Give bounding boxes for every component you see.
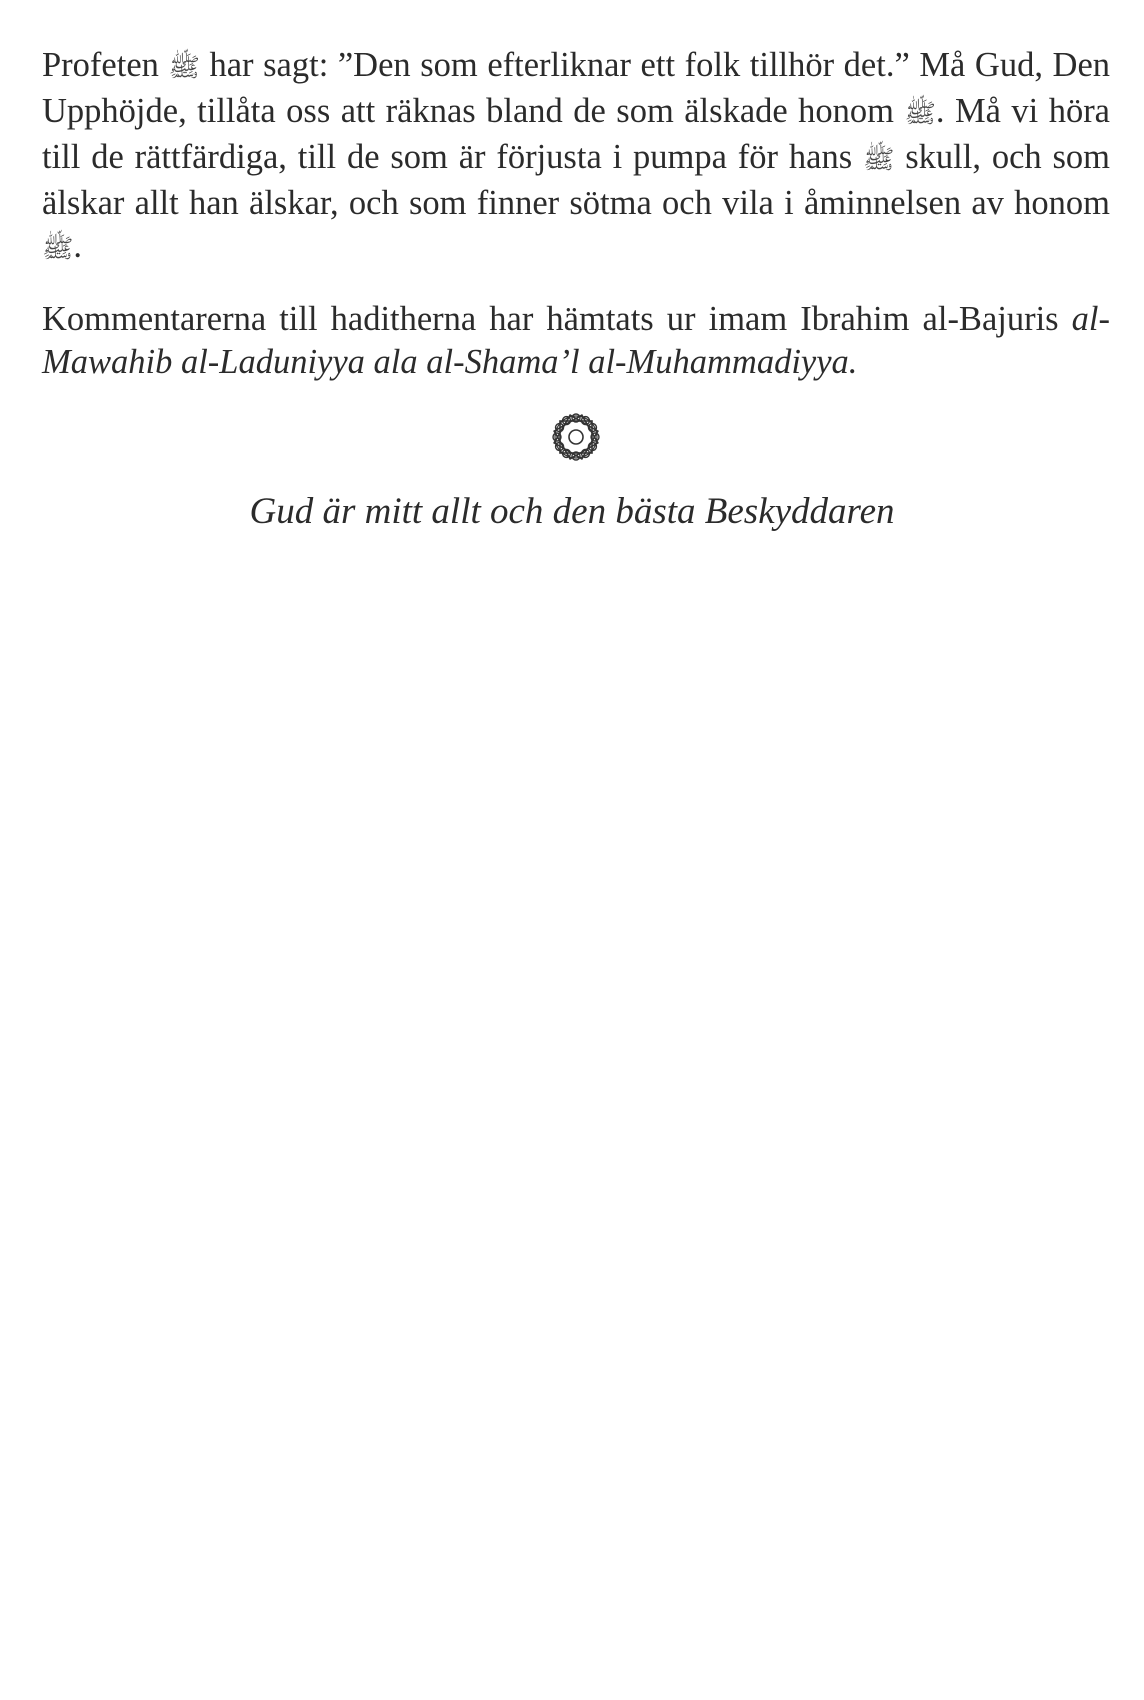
paragraph-text: har sagt: ”Den som efterliknar ett folk tillhör det.” Må Gud, Den Upphöjde, tillåta oss att räknas bland de som älskade honom <box>42 46 1111 130</box>
salawat-honorific-icon: ﷺ <box>862 145 895 175</box>
paragraph-text: Kommentarerna till haditherna har hämtats ur imam Ibrahim al-Bajuris <box>42 300 1072 338</box>
rosette-ornament-icon <box>549 410 603 464</box>
salawat-honorific-icon: ﷺ <box>168 53 200 83</box>
paragraph-prophet-saying <box>42 44 1110 271</box>
salawat-honorific-icon: ﷺ <box>42 234 74 264</box>
paragraph-text: . <box>73 227 83 265</box>
salawat-honorific-icon: ﷺ <box>904 99 936 129</box>
paragraph-text: . Må vi höra till de rättfärdiga, till de som är förjusta i pumpa för hans <box>42 92 1110 176</box>
paragraph-commentary-source <box>42 298 1110 384</box>
closing-line: Gud är mitt allt och den bästa Beskyddaren <box>249 491 895 532</box>
paragraph-text: skull, och som älskar allt han älskar, och som finner sötma och vila i åminnelsen av honom <box>42 138 1111 222</box>
book-title: al-Mawahib al-Laduniyya ala al-Shama’l al-Muhammadiyya. <box>42 300 1110 381</box>
document-page <box>42 44 1110 384</box>
paragraph-text: Profeten <box>42 46 159 84</box>
